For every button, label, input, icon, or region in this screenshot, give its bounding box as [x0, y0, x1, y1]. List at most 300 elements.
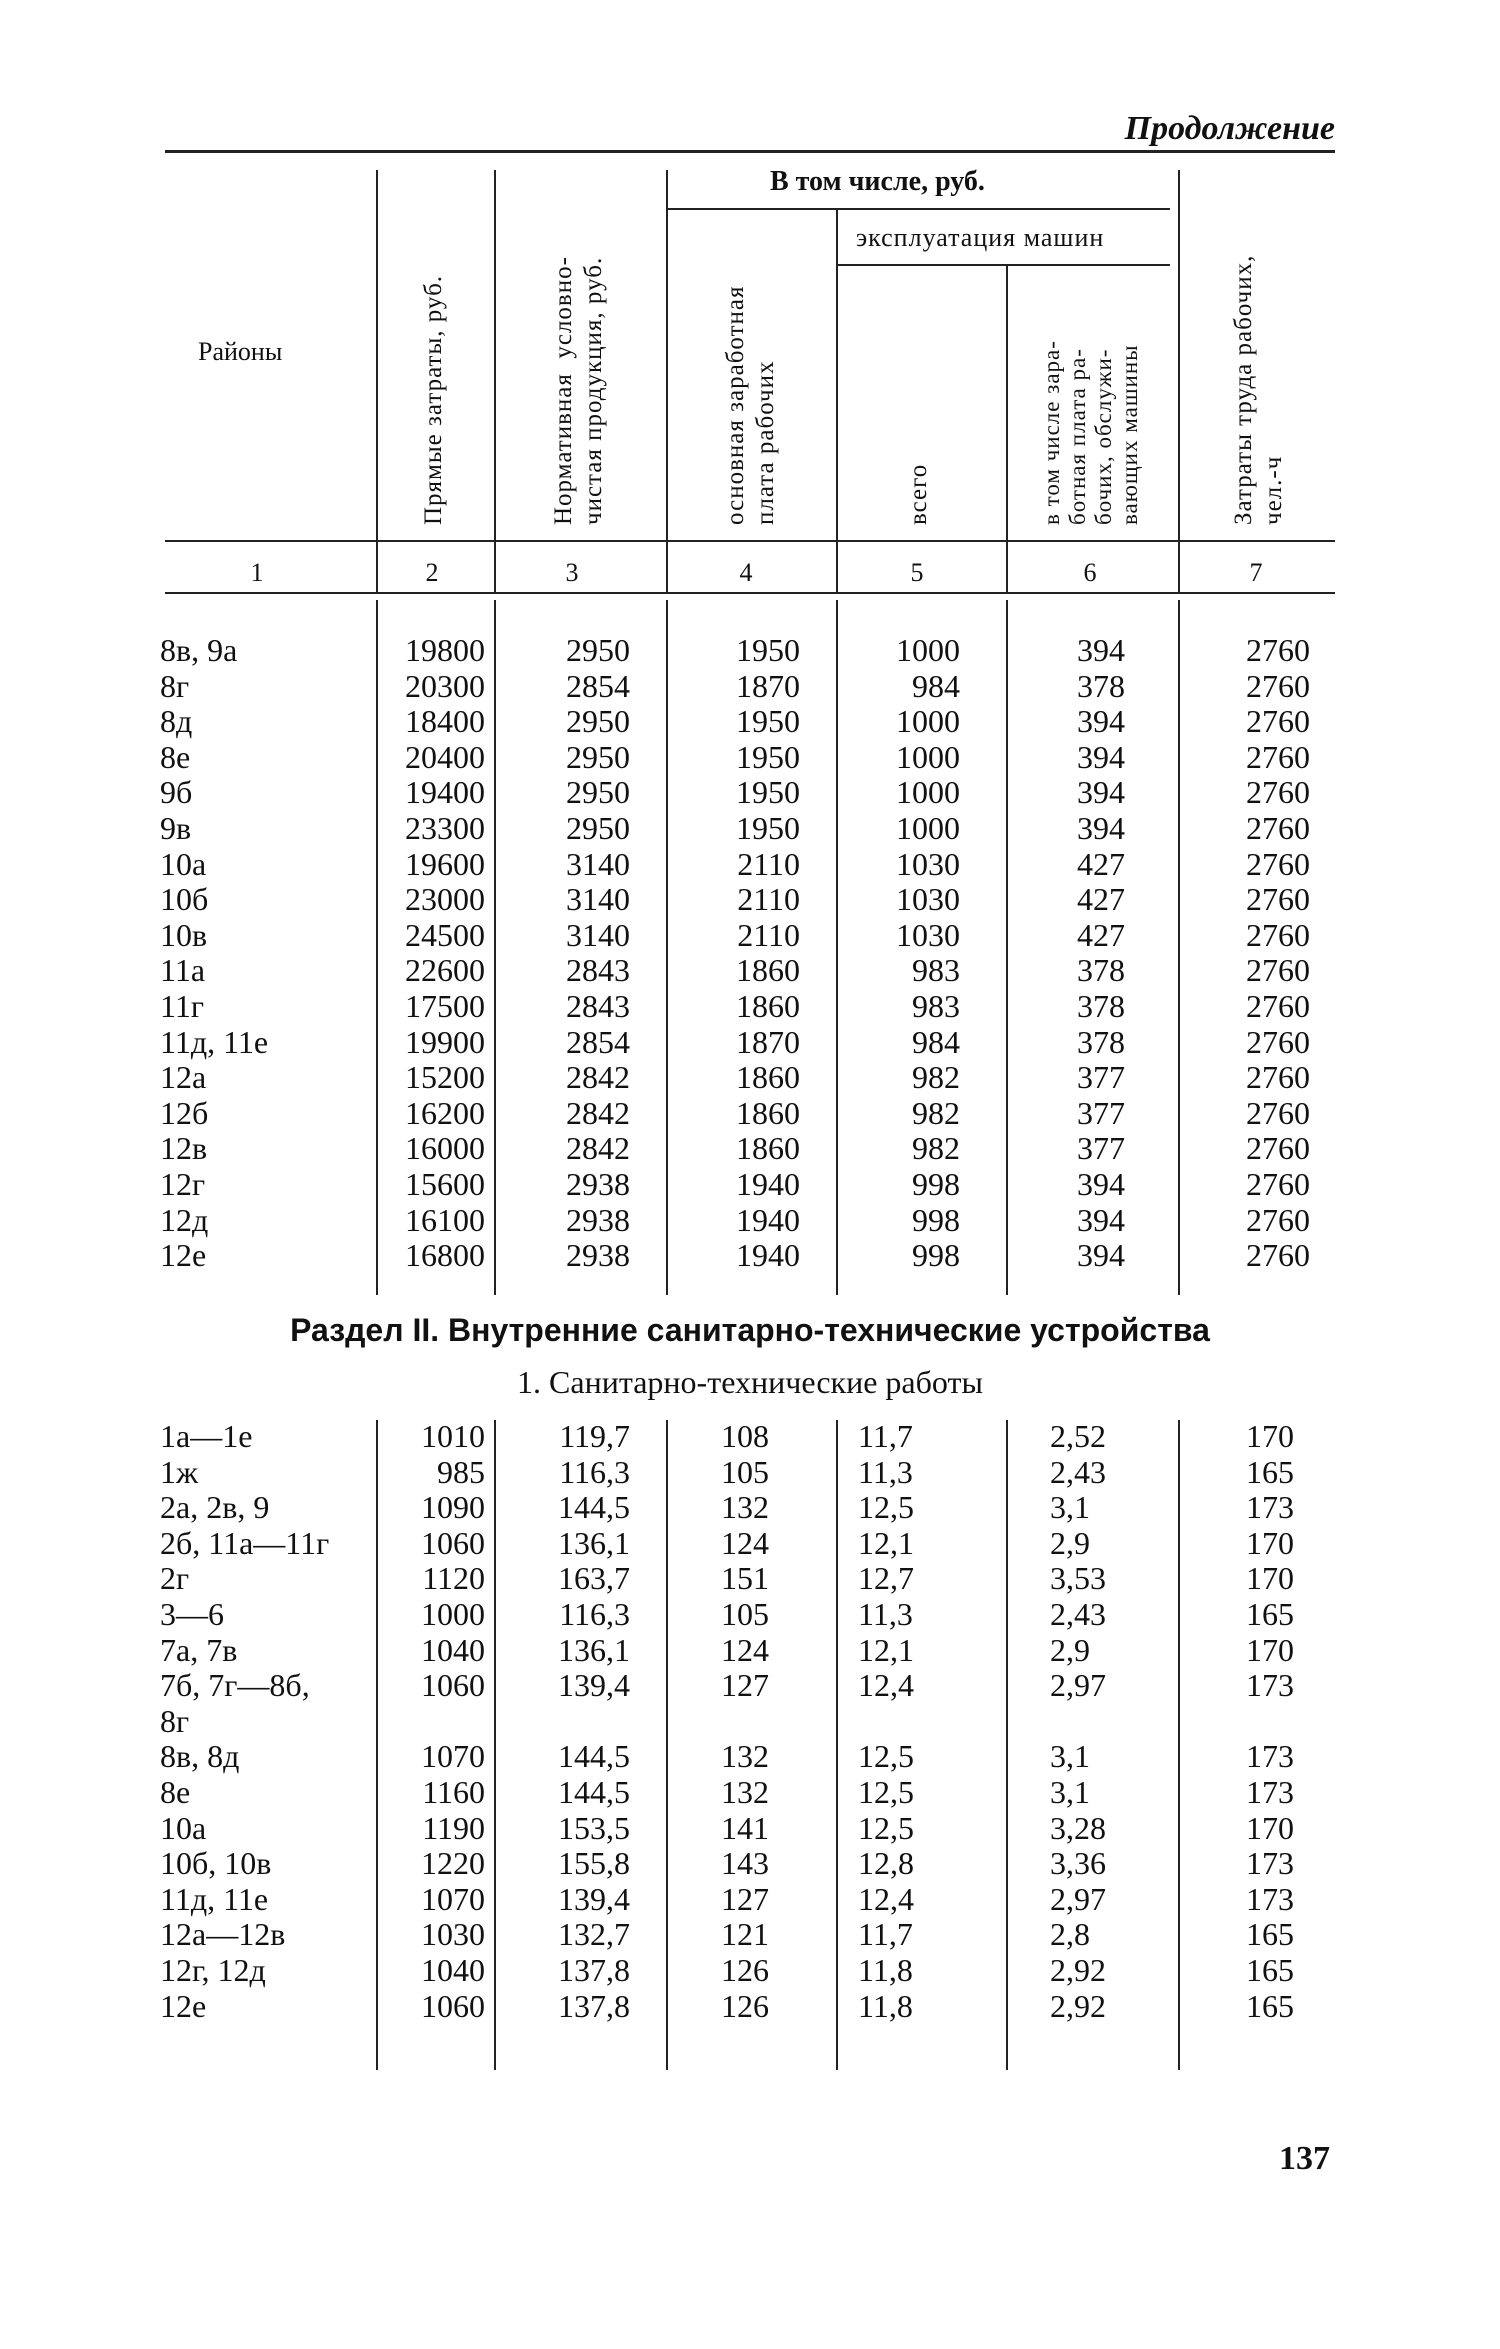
table-cell: 8г [160, 1702, 190, 1739]
table-cell: 19900 [405, 1023, 485, 1060]
table-cell: 165 [1246, 1596, 1294, 1632]
table-cell: 10б [160, 881, 209, 918]
table-cell: 1950 [736, 703, 800, 740]
table-cell: 139,4 [558, 1667, 630, 1704]
table-cell: 1120 [422, 1560, 485, 1597]
numbers-bottom-rule [165, 592, 1335, 594]
table-cell: 173 [1246, 1880, 1294, 1917]
table-cell: 12,4 [858, 1667, 914, 1704]
table-row [0, 1988, 1500, 2024]
table-cell: 173 [1246, 1774, 1294, 1810]
table-cell: 12г, 12д [160, 1952, 266, 1988]
section-title: Раздел II. Внутренние санитарно-технические устройства [290, 1312, 1210, 1348]
table-cell: 7а, 7в [160, 1631, 238, 1668]
table-row [0, 1881, 1500, 1917]
table-cell: 2760 [1246, 881, 1310, 918]
table-cell: 11,7 [858, 1418, 913, 1454]
table-cell: 11,8 [858, 1987, 913, 2024]
table-cell: 22600 [405, 952, 485, 989]
table-cell: 2854 [566, 667, 630, 704]
table-cell: 1940 [736, 1201, 800, 1238]
table-cell: 2950 [566, 632, 630, 668]
table-cell: 1060 [421, 1667, 485, 1704]
table-row [0, 1632, 1500, 1668]
col-number-4: 4 [739, 558, 753, 587]
table-row [0, 1810, 1500, 1846]
table-cell: 9в [160, 810, 192, 846]
table-row [0, 739, 1500, 775]
table-cell: 1860 [736, 988, 800, 1024]
table-cell: 377 [1077, 1094, 1125, 1131]
table-cell: 12,5 [858, 1489, 914, 1526]
table-cell: 170 [1246, 1524, 1294, 1561]
table-cell: 2,43 [1050, 1596, 1106, 1632]
table-cell: 8е [160, 738, 191, 775]
header-regions: Районы [198, 337, 283, 366]
table-row [0, 1202, 1500, 1238]
table-cell: 394 [1077, 810, 1125, 846]
table-cell: 1000 [896, 703, 960, 740]
table-cell: 3140 [566, 881, 630, 918]
table-cell: 12,5 [858, 1809, 914, 1846]
table-cell: 1940 [736, 1237, 800, 1274]
table-cell: 982 [912, 1059, 960, 1096]
table-row [0, 1095, 1500, 1131]
table-row [0, 1952, 1500, 1988]
table-cell: 19400 [405, 774, 485, 811]
table-cell: 2,9 [1050, 1524, 1090, 1561]
table-cell: 1190 [422, 1809, 485, 1846]
table-cell: 24500 [405, 916, 485, 953]
table-cell: 1870 [736, 1023, 800, 1060]
table-row [0, 1738, 1500, 1774]
table-cell: 137,8 [558, 1952, 630, 1988]
table-cell: 11,7 [858, 1916, 913, 1953]
header-vline [1006, 266, 1008, 592]
table-cell: 3,36 [1050, 1845, 1106, 1882]
table-cell: 1000 [896, 632, 960, 668]
table-cell: 127 [721, 1667, 769, 1704]
table-cell: 170 [1246, 1631, 1294, 1668]
header-machine-wages-l1: в том числе зара- [1039, 340, 1064, 525]
table-cell: 3140 [566, 916, 630, 953]
table-cell: 20300 [405, 667, 485, 704]
table-cell: 2843 [566, 952, 630, 989]
table-cell: 984 [912, 667, 960, 704]
table-cell: 3,28 [1050, 1809, 1106, 1846]
table-cell: 3,53 [1050, 1560, 1106, 1597]
header-machines-group: эксплуатация машин [856, 223, 1105, 252]
table-cell: 2110 [737, 845, 800, 882]
table-cell: 983 [912, 988, 960, 1024]
table-cell: 2842 [566, 1059, 630, 1096]
header-bottom-rule [165, 540, 1335, 542]
table-cell: 12г [160, 1166, 206, 1202]
table-cell: 2760 [1246, 632, 1310, 668]
header-normative-line1: Нормативная условно- [550, 256, 577, 525]
col-number-1: 1 [250, 558, 264, 587]
table-cell: 132 [721, 1774, 769, 1810]
table-cell: 1070 [421, 1738, 485, 1775]
header-total: всего [905, 463, 932, 525]
table-cell: 7б, 7г—8б, [160, 1667, 310, 1704]
col-number-5: 5 [910, 558, 924, 587]
table-cell: 1860 [736, 1130, 800, 1167]
table-cell: 2760 [1246, 1237, 1310, 1274]
table-cell: 2,92 [1050, 1987, 1106, 2024]
table-cell: 2760 [1246, 1201, 1310, 1238]
table-cell: 394 [1077, 738, 1125, 775]
header-machine-wages-l3: бочих, обслужи- [1091, 348, 1116, 525]
table-row [0, 1237, 1500, 1273]
header-normative-line2: чистая продукция, руб. [580, 256, 607, 525]
table-row [0, 1418, 1500, 1454]
table-row [0, 881, 1500, 917]
table-cell: 2950 [566, 774, 630, 811]
table-cell: 1000 [896, 774, 960, 811]
table-cell: 8в, 9а [160, 632, 238, 668]
subsection-title: 1. Санитарно-технические работы [517, 1364, 983, 1400]
table-row [0, 952, 1500, 988]
table-cell: 170 [1246, 1809, 1294, 1846]
table-cell: 377 [1077, 1059, 1125, 1096]
table-cell: 2760 [1246, 1130, 1310, 1167]
table-cell: 2938 [566, 1166, 630, 1202]
table-row [0, 1560, 1500, 1596]
table-cell: 173 [1246, 1738, 1294, 1775]
table-cell: 998 [912, 1166, 960, 1202]
table-cell: 1030 [896, 881, 960, 918]
table-cell: 119,7 [559, 1418, 630, 1454]
table-cell: 165 [1246, 1952, 1294, 1988]
table-cell: 1950 [736, 810, 800, 846]
table-cell: 2760 [1246, 703, 1310, 740]
table-cell: 173 [1246, 1489, 1294, 1526]
table-cell: 3140 [566, 845, 630, 882]
table-cell: 153,5 [558, 1809, 630, 1846]
table-cell: 2г [160, 1560, 190, 1597]
table-cell: 10а [160, 845, 207, 882]
table-cell: 378 [1077, 667, 1125, 704]
table-cell: 137,8 [558, 1987, 630, 2024]
table-cell: 1060 [421, 1987, 485, 2024]
table-cell: 132,7 [558, 1916, 630, 1953]
table-cell: 1000 [896, 810, 960, 846]
table-cell: 170 [1246, 1560, 1294, 1597]
table-cell: 12,1 [858, 1631, 914, 1668]
table-cell: 2842 [566, 1130, 630, 1167]
table-cell: 124 [721, 1631, 769, 1668]
table-cell: 394 [1077, 774, 1125, 811]
table-cell: 155,8 [558, 1845, 630, 1882]
table-cell: 2843 [566, 988, 630, 1024]
table-cell: 19800 [405, 632, 485, 668]
table-row [0, 632, 1500, 668]
table-cell: 12,1 [858, 1524, 914, 1561]
table-cell: 121 [721, 1916, 769, 1953]
table-cell: 124 [721, 1524, 769, 1561]
table-row [0, 1703, 1500, 1739]
table-cell: 2854 [566, 1023, 630, 1060]
table-cell: 2,8 [1050, 1916, 1090, 1953]
table-cell: 2938 [566, 1237, 630, 1274]
table-cell: 108 [721, 1418, 769, 1454]
table-cell: 1860 [736, 1059, 800, 1096]
table-cell: 151 [721, 1560, 769, 1597]
table-cell: 2б, 11а—11г [160, 1524, 330, 1561]
table-cell: 427 [1077, 845, 1125, 882]
table-cell: 394 [1077, 1201, 1125, 1238]
table-cell: 116,3 [559, 1596, 630, 1632]
table-cell: 11,3 [858, 1453, 913, 1490]
table-cell: 12,5 [858, 1774, 914, 1810]
table-cell: 2760 [1246, 810, 1310, 846]
group-machines-rule [838, 264, 1170, 266]
table-cell: 126 [721, 1987, 769, 2024]
table-cell: 165 [1246, 1453, 1294, 1490]
table-top-rule [165, 150, 1335, 153]
table-cell: 116,3 [559, 1453, 630, 1490]
table-cell: 2,97 [1050, 1667, 1106, 1704]
table-row [0, 1525, 1500, 1561]
header-vline [1178, 170, 1180, 592]
page-number: 137 [1279, 2140, 1330, 2177]
table-cell: 985 [437, 1453, 485, 1490]
table-cell: 105 [721, 1453, 769, 1490]
table-cell: 165 [1246, 1916, 1294, 1953]
table-cell: 2760 [1246, 667, 1310, 704]
table-cell: 1070 [421, 1880, 485, 1917]
table-cell: 12а—12в [160, 1916, 286, 1953]
table-cell: 2760 [1246, 1166, 1310, 1202]
table-cell: 1030 [896, 916, 960, 953]
table-cell: 10б, 10в [160, 1845, 272, 1882]
table-cell: 3—6 [160, 1596, 224, 1632]
table-cell: 394 [1077, 1237, 1125, 1274]
table-row [0, 1130, 1500, 1166]
table-cell: 2950 [566, 738, 630, 775]
table-cell: 1160 [422, 1774, 485, 1810]
table-cell: 11а [160, 952, 206, 989]
table-cell: 17500 [405, 988, 485, 1024]
table-cell: 11д, 11е [160, 1023, 269, 1060]
table-cell: 170 [1246, 1418, 1294, 1454]
table-row [0, 988, 1500, 1024]
table-cell: 378 [1077, 1023, 1125, 1060]
table-cell: 15200 [405, 1059, 485, 1096]
table-row [0, 1774, 1500, 1810]
table-cell: 163,7 [558, 1560, 630, 1597]
table-cell: 1000 [421, 1596, 485, 1632]
header-wages-line2: плата рабочих [752, 360, 779, 525]
table-cell: 2950 [566, 703, 630, 740]
header-incl-group: В том числе, руб. [770, 166, 985, 197]
table-cell: 12а [160, 1059, 207, 1096]
table-cell: 982 [912, 1094, 960, 1131]
table-cell: 16800 [405, 1237, 485, 1274]
table-cell: 141 [721, 1809, 769, 1846]
table-cell: 105 [721, 1596, 769, 1632]
table-cell: 144,5 [558, 1774, 630, 1810]
table-cell: 12,4 [858, 1880, 914, 1917]
table-cell: 12,7 [858, 1560, 914, 1597]
table-cell: 2110 [737, 881, 800, 918]
table-cell: 8е [160, 1774, 191, 1810]
table-cell: 9б [160, 774, 193, 811]
table-cell: 1060 [421, 1524, 485, 1561]
table-cell: 378 [1077, 988, 1125, 1024]
table-cell: 126 [721, 1952, 769, 1988]
table-cell: 136,1 [558, 1524, 630, 1561]
table-cell: 2760 [1246, 988, 1310, 1024]
header-vline [836, 210, 838, 592]
table-cell: 16000 [405, 1130, 485, 1167]
table-cell: 12е [160, 1237, 207, 1274]
table-cell: 12е [160, 1987, 207, 2024]
table-cell: 1ж [160, 1453, 199, 1490]
table-cell: 1030 [421, 1916, 485, 1953]
table-cell: 1010 [421, 1418, 485, 1454]
table-cell: 1950 [736, 738, 800, 775]
table-row [0, 1024, 1500, 1060]
table-cell: 1040 [421, 1952, 485, 1988]
table-cell: 2760 [1246, 1059, 1310, 1096]
header-vline [376, 170, 378, 592]
col-number-3: 3 [565, 558, 579, 587]
table-cell: 1000 [896, 738, 960, 775]
table-cell: 3,1 [1050, 1738, 1090, 1775]
table-cell: 3,1 [1050, 1774, 1090, 1810]
table-cell: 2а, 2в, 9 [160, 1489, 270, 1526]
table-cell: 2110 [737, 916, 800, 953]
table-cell: 11,3 [858, 1596, 913, 1632]
table-row [0, 1596, 1500, 1632]
table-row [0, 1166, 1500, 1202]
table-cell: 1860 [736, 952, 800, 989]
header-wages-line1: основная заработная [722, 285, 749, 525]
header-labor-line2: чел.-ч [1260, 455, 1287, 525]
table-cell: 12,5 [858, 1738, 914, 1775]
table-cell: 16100 [405, 1201, 485, 1238]
table-cell: 2760 [1246, 1094, 1310, 1131]
table-cell: 378 [1077, 952, 1125, 989]
table-cell: 2,97 [1050, 1880, 1106, 1917]
table-cell: 1040 [421, 1631, 485, 1668]
table-row [0, 1489, 1500, 1525]
table-cell: 143 [721, 1845, 769, 1882]
table-cell: 12,8 [858, 1845, 914, 1882]
table-row [0, 703, 1500, 739]
table-row [0, 1454, 1500, 1490]
table-cell: 394 [1077, 632, 1125, 668]
table-cell: 23300 [405, 810, 485, 846]
table-row [0, 1667, 1500, 1703]
table-cell: 173 [1246, 1667, 1294, 1704]
table-row [0, 774, 1500, 810]
table-cell: 377 [1077, 1130, 1125, 1167]
table-cell: 982 [912, 1130, 960, 1167]
table-cell: 1940 [736, 1166, 800, 1202]
header-direct-costs: Прямые затраты, руб. [420, 274, 447, 525]
table-cell: 11д, 11е [160, 1880, 269, 1917]
table-cell: 983 [912, 952, 960, 989]
table-cell: 1950 [736, 774, 800, 811]
table-cell: 12д [160, 1201, 209, 1238]
table-cell: 19600 [405, 845, 485, 882]
group-incl-rule [668, 208, 1170, 210]
table-row [0, 917, 1500, 953]
table-cell: 12б [160, 1094, 209, 1131]
table-cell: 10в [160, 916, 208, 953]
table-cell: 23000 [405, 881, 485, 918]
table-cell: 998 [912, 1237, 960, 1274]
header-vline [666, 170, 668, 592]
table-cell: 20400 [405, 738, 485, 775]
table-row [0, 1845, 1500, 1881]
table-cell: 11г [160, 988, 204, 1024]
table-cell: 2,52 [1050, 1418, 1106, 1454]
table-cell: 2760 [1246, 738, 1310, 775]
header-vline [494, 170, 496, 592]
table-cell: 1220 [421, 1845, 485, 1882]
continuation-label: Продолжение [1124, 110, 1335, 147]
table-cell: 127 [721, 1880, 769, 1917]
table-cell: 132 [721, 1738, 769, 1775]
table-cell: 144,5 [558, 1738, 630, 1775]
table-cell: 2842 [566, 1094, 630, 1131]
table-cell: 139,4 [558, 1880, 630, 1917]
table-cell: 2760 [1246, 845, 1310, 882]
table-cell: 2,43 [1050, 1453, 1106, 1490]
col-number-6: 6 [1083, 558, 1097, 587]
table-row [0, 810, 1500, 846]
table-cell: 1950 [736, 632, 800, 668]
table-cell: 132 [721, 1489, 769, 1526]
table-cell: 394 [1077, 703, 1125, 740]
table-row [0, 846, 1500, 882]
table-cell: 136,1 [558, 1631, 630, 1668]
table-cell: 12в [160, 1130, 208, 1167]
table-cell: 2760 [1246, 774, 1310, 811]
table-row [0, 1916, 1500, 1952]
table-cell: 2,92 [1050, 1952, 1106, 1988]
table-cell: 2950 [566, 810, 630, 846]
table-cell: 16200 [405, 1094, 485, 1131]
header-machine-wages-l2: ботная плата ра- [1065, 348, 1090, 525]
table-cell: 15600 [405, 1166, 485, 1202]
table-cell: 1090 [421, 1489, 485, 1526]
table-cell: 394 [1077, 1166, 1125, 1202]
table-cell: 2760 [1246, 916, 1310, 953]
table-cell: 1860 [736, 1094, 800, 1131]
table-cell: 8в, 8д [160, 1738, 240, 1775]
table-cell: 1030 [896, 845, 960, 882]
table-cell: 1870 [736, 667, 800, 704]
col-number-2: 2 [425, 558, 439, 587]
table-cell: 18400 [405, 703, 485, 740]
table-cell: 173 [1246, 1845, 1294, 1882]
table-cell: 8д [160, 703, 193, 740]
table-cell: 3,1 [1050, 1489, 1090, 1526]
table-cell: 2760 [1246, 952, 1310, 989]
table-cell: 165 [1246, 1987, 1294, 2024]
header-labor-line1: Затраты труда рабочих, [1230, 254, 1257, 525]
table-cell: 984 [912, 1023, 960, 1060]
table-cell: 11,8 [858, 1952, 913, 1988]
table-row [0, 668, 1500, 704]
table-cell: 144,5 [558, 1489, 630, 1526]
table-cell: 998 [912, 1201, 960, 1238]
